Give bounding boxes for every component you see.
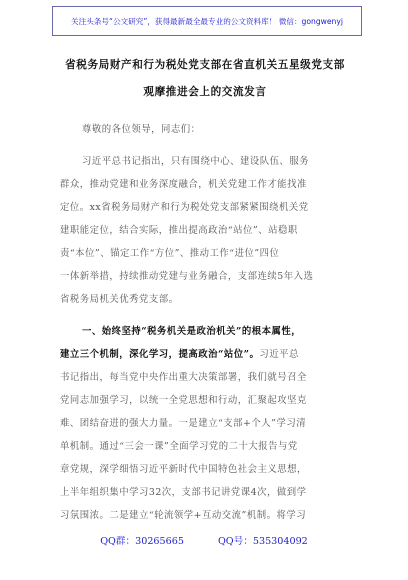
body-line: 一体新举措，持续推动党建与业务融合，支部连续5年入选 xyxy=(60,271,314,282)
promo-banner-text: 关注头条号“公文研究”，获得最新最全最专业的公文资料库！ 微信：gongwenyj xyxy=(71,17,343,26)
contact-footer xyxy=(0,533,408,547)
body-line: 省税务局机关优秀党支部。 xyxy=(60,294,179,305)
qq-number-text: QQ号：535304092 xyxy=(217,536,308,547)
body-line: 群众，推动党建和业务深度融合，机关党建工作才能找准 xyxy=(60,179,307,190)
body-line: 难、团结奋进的强大力量。一是建立“支部+个人”学习清 xyxy=(60,418,307,429)
body-line: 书记指出，每当党中央作出重大决策部署，我们就号召全 xyxy=(60,372,307,383)
body-line: 章党规，深学细悟习近平新时代中国特色社会主义思想， xyxy=(60,464,307,475)
body-line: 习氛围浓。二是建立“轮流领学+互动交流”机制。将学习 xyxy=(60,510,307,521)
promo-banner xyxy=(52,6,362,36)
body-line: 定位。xx省税务局财产和行为税处党支部紧紧围绕机关党 xyxy=(60,202,309,213)
body-line: 一、始终坚持“税务机关是政治机关”的根本属性， xyxy=(82,326,302,337)
document-title-line-1: 省税务局财产和行为税处党支部在省直机关五星级党支部 xyxy=(65,59,345,71)
body-line: 上半年组织集中学习32次，支部书记讲党课4次，做到学 xyxy=(60,487,307,498)
body-line: 责“本位”、锚定工作“方位”、推动工作“进位”四位 xyxy=(60,248,280,259)
body-line: 尊敬的各位领导，同志们： xyxy=(82,124,201,135)
body-line: 建立三个机制，深化学习，提高政治“站位”。习近平总 xyxy=(60,349,299,360)
document-title-line-2: 观摩推进会上的交流发言 xyxy=(143,86,267,98)
body-line: 建职能定位，结合实际，推出提高政治“站位”、站稳职 xyxy=(60,225,298,236)
body-line: 党同志加强学习，以统一全党思想和行动，汇聚起攻坚克 xyxy=(60,395,307,406)
body-line: 单机制。通过“三会一课”全面学习党的二十大报告与党 xyxy=(60,441,298,452)
qq-group-text: QQ群：30265665 xyxy=(100,536,184,547)
body-line: 习近平总书记指出，只有围绕中心、建设队伍、服务 xyxy=(82,156,310,167)
